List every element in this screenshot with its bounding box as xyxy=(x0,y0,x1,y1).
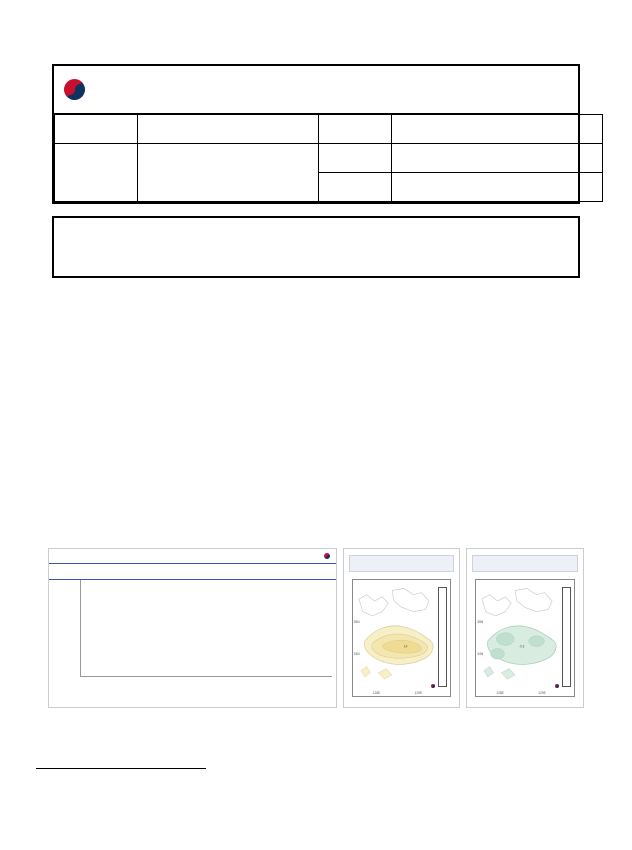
department-value xyxy=(138,144,319,202)
taegeuk-icon xyxy=(431,684,435,688)
mean-map-y-axis: 35N xyxy=(353,620,360,624)
contact-value xyxy=(392,173,603,202)
map-brand xyxy=(431,684,436,688)
figure-1 xyxy=(48,548,584,708)
info-table xyxy=(54,114,603,202)
anomaly-map-y-axis: 34N xyxy=(477,652,484,656)
release-date-label xyxy=(55,115,138,144)
anomaly-map-title xyxy=(472,555,578,572)
mean-map-title xyxy=(349,555,455,572)
anomaly-map-colorbar xyxy=(562,587,571,687)
document-body xyxy=(40,300,596,352)
anomaly-map-x-axis: 129E xyxy=(538,691,546,695)
svg-text:14: 14 xyxy=(403,644,408,649)
info-table-wrapper xyxy=(52,114,580,204)
header-banner xyxy=(52,64,580,114)
contact-label xyxy=(319,173,392,202)
manager-value xyxy=(392,144,603,173)
footnote-divider xyxy=(36,768,206,769)
taegeuk-icon xyxy=(64,79,85,100)
chart-y-axis-ticks xyxy=(62,580,78,676)
chart-x-axis-ticks xyxy=(80,677,332,687)
slogan-line-1 xyxy=(418,87,578,93)
manager-label xyxy=(319,144,392,173)
mean-map-x-axis: 129E xyxy=(414,691,423,695)
temperature-anomaly-map xyxy=(466,548,584,708)
headline-box xyxy=(52,216,580,278)
mean-map-colorbar xyxy=(438,587,447,687)
document-header xyxy=(52,64,580,204)
department-label xyxy=(55,144,138,202)
mean-map-y-axis: 34N xyxy=(353,652,360,656)
taegeuk-icon xyxy=(324,553,330,559)
taegeuk-icon xyxy=(555,684,559,688)
agency-logo xyxy=(54,79,222,100)
anomaly-map-graphic xyxy=(476,580,574,696)
distribution-date-value xyxy=(392,115,603,144)
table-row xyxy=(55,144,603,173)
mean-temperature-map xyxy=(343,548,461,708)
svg-text:-0.3: -0.3 xyxy=(519,644,525,649)
slogan-line-2 xyxy=(418,87,578,93)
mean-map-graphic xyxy=(353,580,451,696)
map-brand xyxy=(555,684,560,688)
distribution-date-label xyxy=(319,115,392,144)
anomaly-map-y-axis: 35N xyxy=(477,620,484,624)
mean-map-canvas xyxy=(352,579,452,697)
chart-trend-line xyxy=(80,580,337,676)
anomaly-map-canvas xyxy=(475,579,575,697)
chart-brand xyxy=(324,553,332,559)
table-row xyxy=(55,115,603,144)
pressure-system-bands xyxy=(49,563,336,580)
anomaly-map-x-axis: 128E xyxy=(496,691,504,695)
mean-map-x-axis: 128E xyxy=(372,691,381,695)
release-date-value xyxy=(138,115,319,144)
chart-header xyxy=(49,549,336,563)
daily-temperature-chart xyxy=(48,548,337,708)
government-slogan xyxy=(418,87,578,93)
